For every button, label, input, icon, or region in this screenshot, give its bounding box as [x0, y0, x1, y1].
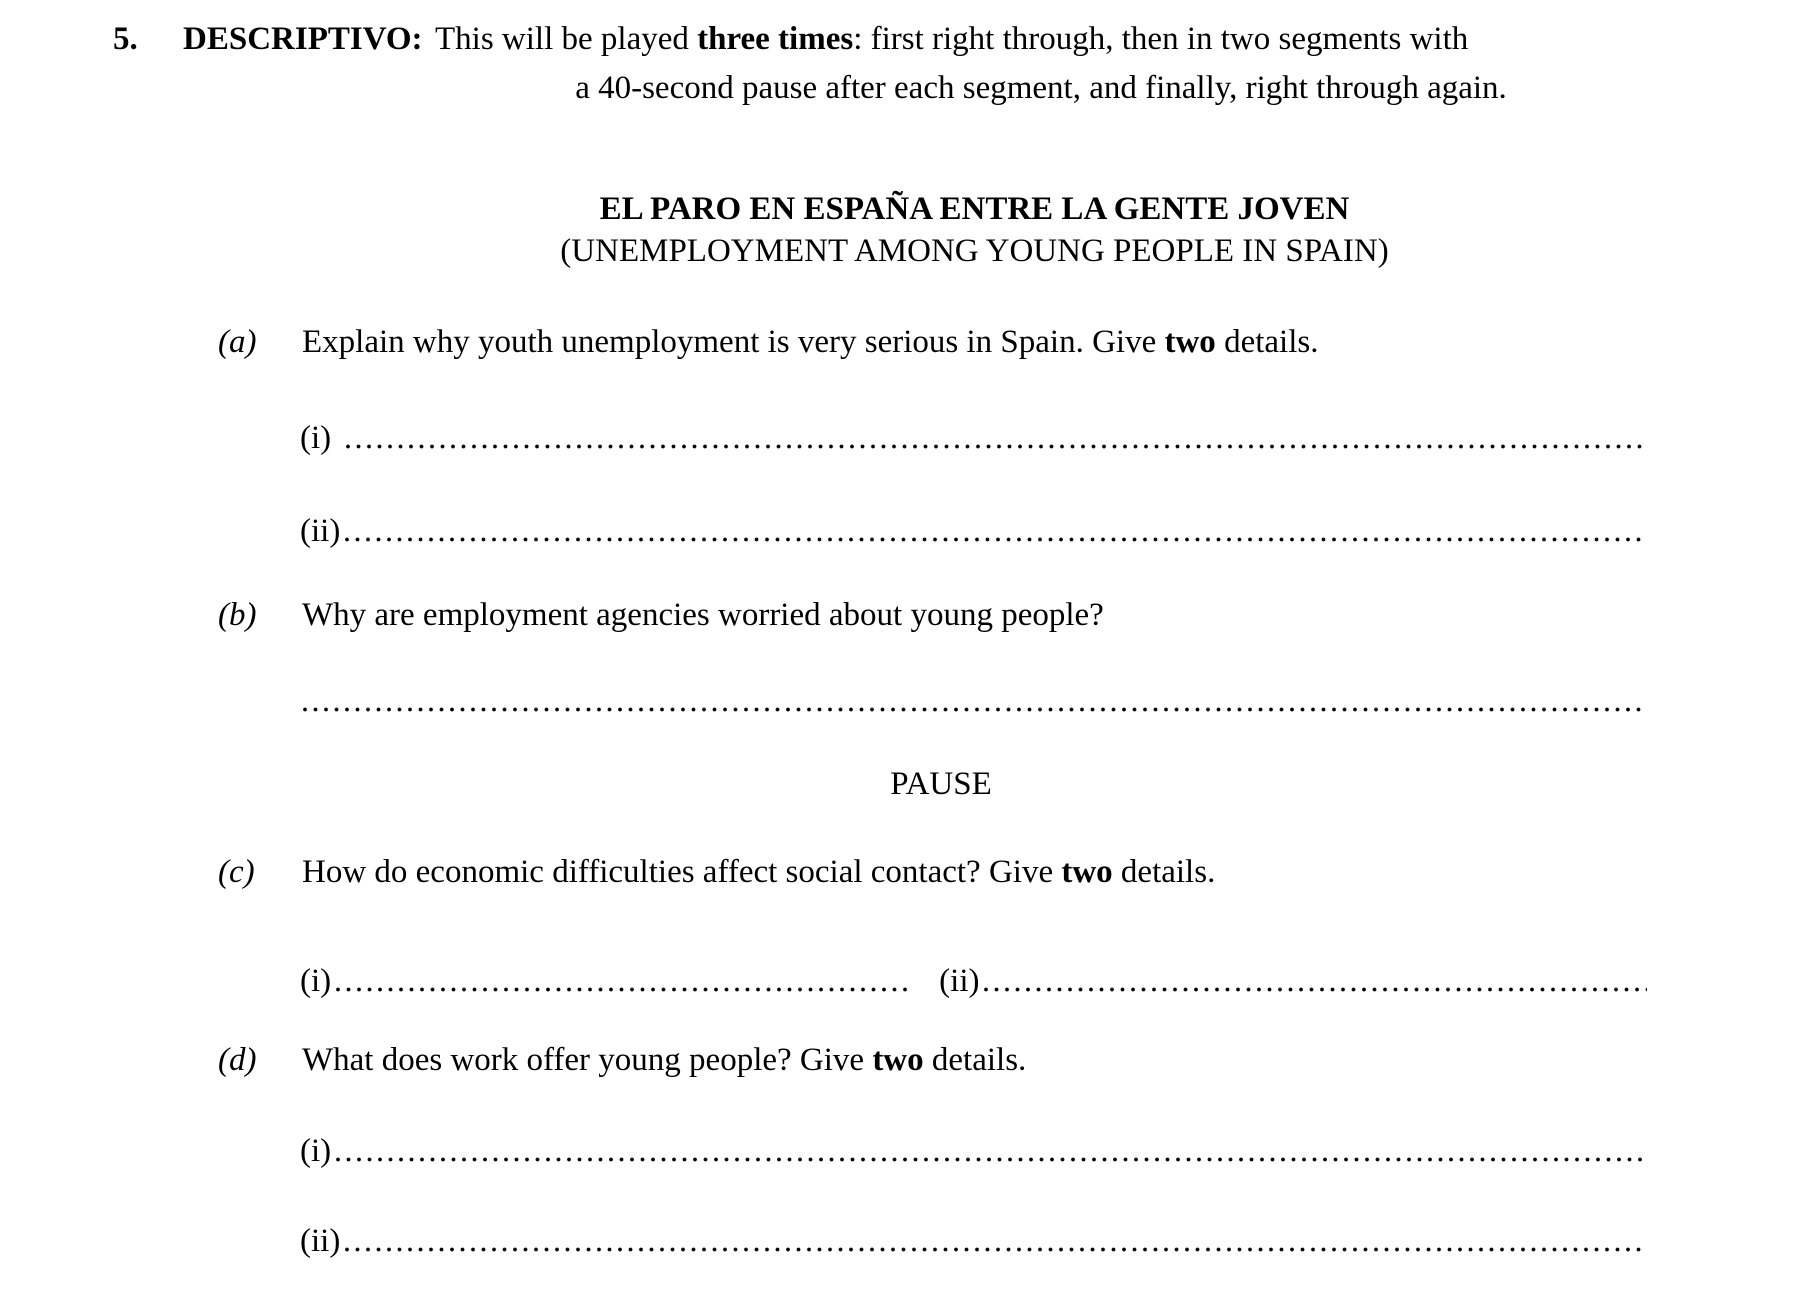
instructions-bold-three-times: three times [697, 21, 854, 57]
dotted-answer-line [335, 987, 913, 992]
question-b-label: (b) [218, 597, 257, 633]
question-c-label: (c) [218, 854, 255, 890]
answer-line-d-i-label: (i) [300, 1133, 332, 1169]
answer-line-c-ii-label: (ii) [939, 963, 980, 999]
dotted-answer-line [344, 1247, 1647, 1252]
passage-title-english: (UNEMPLOYMENT AMONG YOUNG PEOPLE IN SPAIN) [560, 233, 1389, 269]
question-c-bold-two: two [1061, 854, 1113, 890]
instructions-text: This will be played [435, 21, 698, 57]
answer-line-d-ii-label: (ii) [300, 1223, 341, 1259]
instructions-text-cont: : first right through, then in two segments with [853, 21, 1469, 57]
answer-line-b [302, 678, 1647, 718]
question-c-text [302, 853, 1215, 893]
answer-line-a-ii [300, 508, 1647, 548]
answer-line-a-i [300, 415, 1647, 455]
instructions-line1 [435, 20, 1655, 60]
pause-label: PAUSE [890, 766, 992, 802]
question-d-label: (d) [218, 1042, 257, 1078]
question-c-text-pre: How do economic difficulties affect social contact? Give [302, 854, 1062, 890]
question-a-text-post: details. [1215, 324, 1319, 360]
instructions-line2: a 40-second pause after each segment, and finally, right through again. [575, 70, 1507, 106]
question-a-bold-two: two [1164, 324, 1216, 360]
question-d-text-pre: What does work offer young people? Give [302, 1042, 873, 1078]
dotted-answer-line [345, 444, 1647, 449]
dotted-answer-line [335, 1157, 1647, 1162]
question-a-text-pre: Explain why youth unemployment is very serious in Spain. Give [302, 324, 1165, 360]
question-d-bold-two: two [872, 1042, 924, 1078]
answer-line-d-ii [300, 1218, 1647, 1258]
answer-line-a-ii-label: (ii) [300, 513, 341, 549]
question-c-text-post: details. [1112, 854, 1216, 890]
answer-line-c [300, 958, 1647, 998]
dotted-answer-line [344, 537, 1647, 542]
answer-line-a-i-label: (i) [300, 420, 332, 456]
dotted-answer-line [983, 987, 1647, 992]
answer-line-c-i-label: (i) [300, 963, 332, 999]
question-type-label: DESCRIPTIVO: [183, 21, 423, 57]
question-b-text: Why are employment agencies worried about young people? [302, 597, 1104, 633]
question-a-text [302, 323, 1318, 363]
question-a-label: (a) [218, 324, 257, 360]
answer-line-d-i [300, 1128, 1647, 1168]
dotted-answer-line [302, 707, 1647, 712]
question-d-text-post: details. [923, 1042, 1027, 1078]
passage-title-spanish: EL PARO EN ESPAÑA ENTRE LA GENTE JOVEN [599, 191, 1350, 227]
question-d-text [302, 1041, 1026, 1081]
question-number: 5. [113, 21, 138, 57]
